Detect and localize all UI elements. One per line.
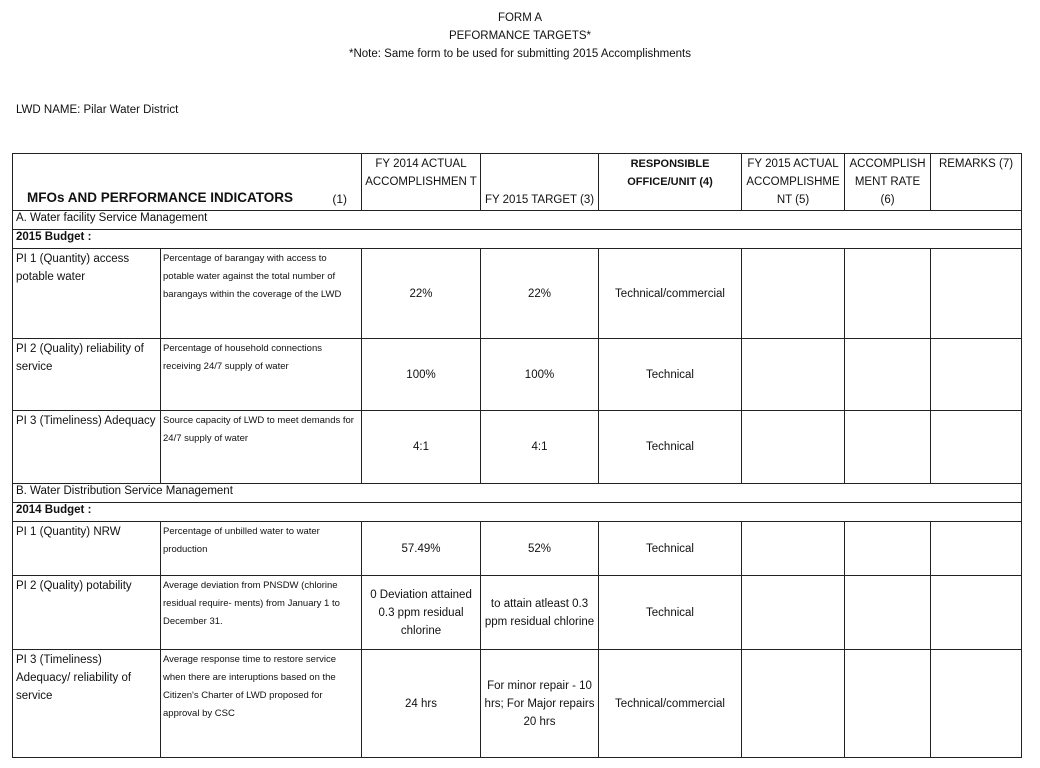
pi-name: PI 2 (Quality) reliability of service (13, 339, 161, 411)
pi-name: PI 3 (Timeliness) Adequacy/ reliability of service (13, 650, 161, 758)
fy2014-value: 4:1 (362, 411, 481, 484)
rate-cell (845, 522, 931, 576)
section-b-budget-row (13, 503, 1022, 522)
fy2015-actual-cell (742, 339, 845, 411)
fy2015-target-value: to attain atleast 0.3 ppm residual chlorine (481, 576, 599, 650)
fy2014-value: 100% (362, 339, 481, 411)
pi-description: Average deviation from PNSDW (chlorine residual require- ments) from January 1 to December 31. (161, 576, 362, 650)
rate-cell (845, 650, 931, 758)
table-row (13, 411, 1022, 484)
header-remarks: REMARKS (7) (931, 154, 1022, 211)
remarks-cell (931, 411, 1022, 484)
rate-cell (845, 411, 931, 484)
table-row (13, 650, 1022, 758)
pi-name: PI 2 (Quality) potability (13, 576, 161, 650)
header-accomplishment-rate: ACCOMPLISH MENT RATE (6) (845, 154, 931, 211)
pi-name: PI 3 (Timeliness) Adequacy (13, 411, 161, 484)
header-row (13, 154, 1022, 211)
section-a-title: A. Water facility Service Management (13, 211, 1022, 230)
header-fy2014-actual: FY 2014 ACTUAL ACCOMPLISHMEN T (362, 154, 481, 211)
header-mfo-number: (1) (332, 192, 348, 206)
responsible-office-value: Technical (599, 522, 742, 576)
pi-name: PI 1 (Quantity) NRW (13, 522, 161, 576)
fy2015-actual-cell (742, 411, 845, 484)
fy2014-value: 57.49% (362, 522, 481, 576)
form-note: *Note: Same form to be used for submitting 2015 Accomplishments (349, 48, 691, 60)
pi-description: Average response time to restore service when there are interuptions based on the Citizen's Charter of LWD proposed for approval by CSC (161, 650, 362, 758)
fy2015-target-value: For minor repair - 10 hrs; For Major repairs 20 hrs (481, 650, 599, 758)
section-a-budget-row (13, 230, 1022, 249)
table-row (13, 576, 1022, 650)
rate-cell (845, 339, 931, 411)
remarks-cell (931, 249, 1022, 339)
fy2015-actual-cell (742, 576, 845, 650)
responsible-office-value: Technical/commercial (599, 249, 742, 339)
fy2014-value: 0 Deviation attained 0.3 ppm residual chlorine (362, 576, 481, 650)
table-row (13, 522, 1022, 576)
fy2015-target-value: 100% (481, 339, 599, 411)
form-title: PEFORMANCE TARGETS* (448, 30, 592, 42)
pi-description: Percentage of household connections receiving 24/7 supply of water (161, 339, 362, 411)
fy2015-target-value: 52% (481, 522, 599, 576)
remarks-cell (931, 522, 1022, 576)
table-row (13, 249, 1022, 339)
header-mfo-cell (13, 154, 362, 211)
performance-targets-table (12, 153, 1022, 758)
pi-description: Source capacity of LWD to meet demands for 24/7 supply of water (161, 411, 362, 484)
responsible-office-value: Technical (599, 411, 742, 484)
header-mfo-title: MFOs AND PERFORMANCE INDICATORS (27, 190, 294, 205)
form-label: FORM A (497, 12, 543, 24)
pi-name: PI 1 (Quantity) access potable water (13, 249, 161, 339)
section-b-title: B. Water Distribution Service Management (13, 484, 1022, 503)
header-fy2015-target: FY 2015 TARGET (3) (481, 154, 599, 211)
fy2015-actual-cell (742, 650, 845, 758)
fy2014-value: 24 hrs (362, 650, 481, 758)
pi-description: Percentage of unbilled water to water production (161, 522, 362, 576)
table-row (13, 339, 1022, 411)
remarks-cell (931, 339, 1022, 411)
rate-cell (845, 249, 931, 339)
fy2015-target-value: 22% (481, 249, 599, 339)
lwd-name: LWD NAME: Pilar Water District (16, 104, 179, 116)
fy2014-value: 22% (362, 249, 481, 339)
fy2015-actual-cell (742, 249, 845, 339)
fy2015-target-value: 4:1 (481, 411, 599, 484)
responsible-office-value: Technical (599, 339, 742, 411)
header-fy2015-actual: FY 2015 ACTUAL ACCOMPLISHME NT (5) (742, 154, 845, 211)
responsible-office-value: Technical (599, 576, 742, 650)
responsible-office-value: Technical/commercial (599, 650, 742, 758)
remarks-cell (931, 650, 1022, 758)
remarks-cell (931, 576, 1022, 650)
section-a-budget: 2015 Budget : (13, 230, 1022, 249)
rate-cell (845, 576, 931, 650)
section-b-row (13, 484, 1022, 503)
pi-description: Percentage of barangay with access to potable water against the total number of barangays within the coverage of the LWD (161, 249, 362, 339)
section-a-row (13, 211, 1022, 230)
header-responsible-office: RESPONSIBLE OFFICE/UNIT (4) (599, 154, 742, 211)
fy2015-actual-cell (742, 522, 845, 576)
section-b-budget: 2014 Budget : (13, 503, 1022, 522)
